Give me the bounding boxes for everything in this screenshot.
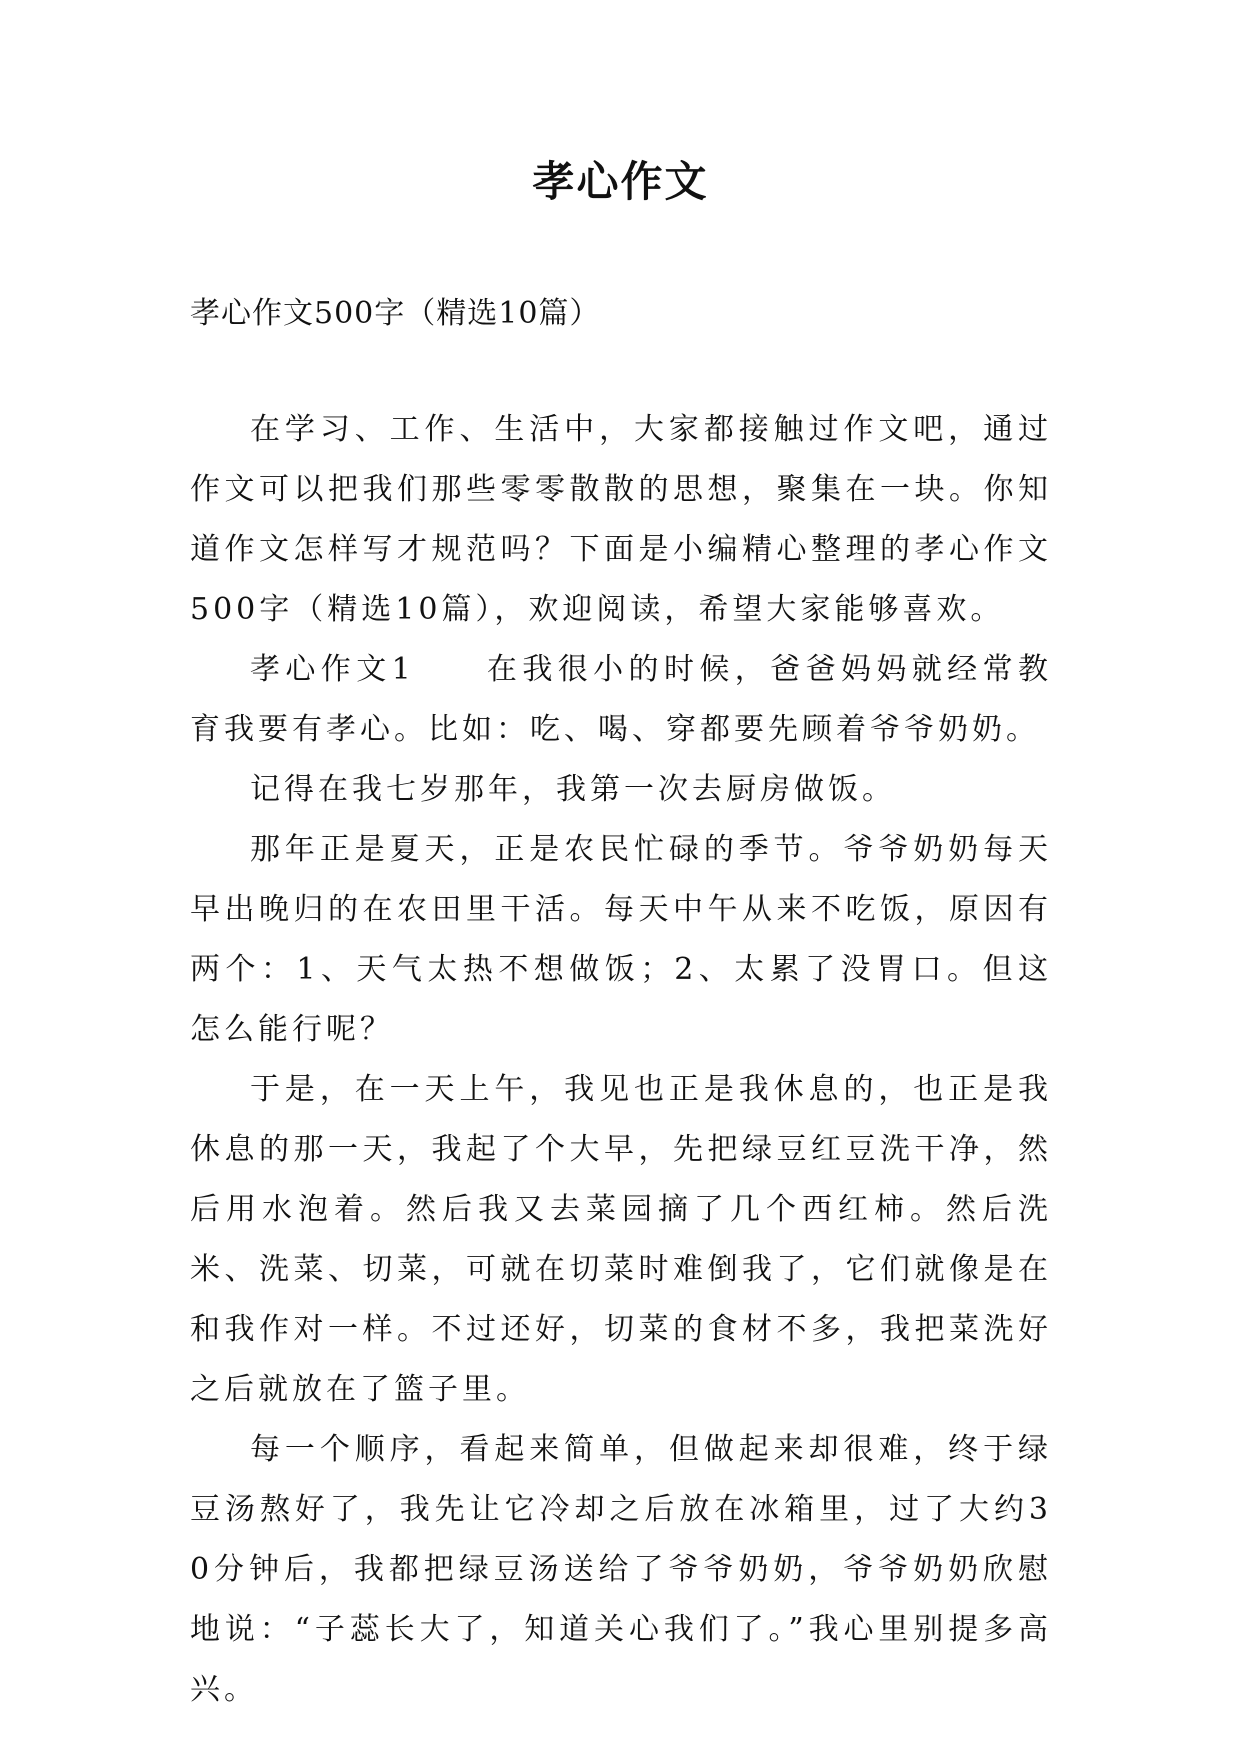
document-title: 孝心作文 [532, 157, 709, 206]
paragraph-summer: 那年正是夏天，正是农民忙碌的季节。爷爷奶奶每天早出晚归的在农田里干活。每天中午从来不吃饭，原因有两个：1、天气太热不想做饭；2、太累了没胃口。但这怎么能行呢？ [190, 832, 1052, 1047]
document-subtitle: 孝心作文500字（精选10篇） [190, 296, 601, 331]
paragraph-intro: 在学习、工作、生活中，大家都接触过作文吧，通过作文可以把我们那些零零散散的思想，聚集在一块。你知道作文怎样写才规范吗？下面是小编精心整理的孝心作文500字（精选10篇），欢迎阅读，希望大家能够喜欢。 [190, 412, 1052, 627]
paragraph-soup: 每一个顺序，看起来简单，但做起来却很难，终于绿豆汤熬好了，我先让它冷却之后放在冰箱里，过了大约30分钟后，我都把绿豆汤送给了爷爷奶奶，爷爷奶奶欣慰地说：“子蕊长大了，知道关心我们了。”我心里别提多高兴。 [190, 1432, 1052, 1707]
document-body [190, 400, 1052, 1720]
paragraph-memory: 记得在我七岁那年，我第一次去厨房做饭。 [250, 772, 896, 807]
paragraph-essay-1-start: 孝心作文1 在我很小的时候，爸爸妈妈就经常教育我要有孝心。比如：吃、喝、穿都要先顾着爷爷奶奶。 [190, 652, 1052, 747]
paragraph-cooking: 于是，在一天上午，我见也正是我休息的，也正是我休息的那一天，我起了个大早，先把绿豆红豆洗干净，然后用水泡着。然后我又去菜园摘了几个西红柿。然后洗米、洗菜、切菜，可就在切菜时难倒我了，它们就像是在和我作对一样。不过还好，切菜的食材不多，我把菜洗好之后就放在了篮子里。 [190, 1072, 1052, 1407]
